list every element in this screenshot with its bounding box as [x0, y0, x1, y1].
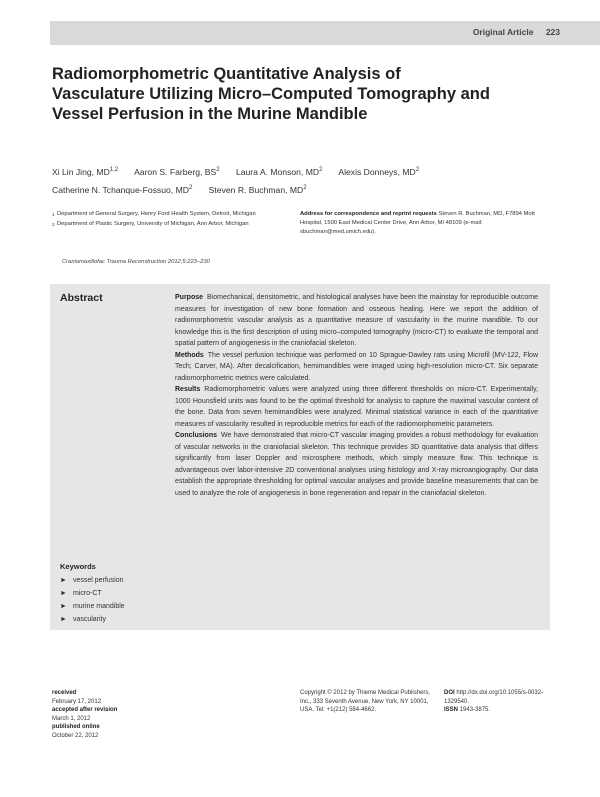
copyright: Copyright © 2012 by Thieme Medical Publishers, Inc., 333 Seventh Avenue, New York, NY 10001, USA. Tel: +1(212) 584-4662. [300, 690, 431, 713]
arrow-bullet-icon: ► [60, 603, 67, 610]
correspondence-text: Steven R. Buchman, MD, F7894 Mott Hospital, 1500 East Medical Center Drive, Ann Arbor, MI 48109 (e-mail: sbuchman@med.umich.edu). [300, 211, 535, 235]
journal-header [473, 27, 560, 37]
keywords-label: Keywords [60, 562, 96, 571]
author: Steven R. Buchman, $MD^2$ [208, 184, 307, 195]
author: Xi Lin Jing, MD$^{1,2}$ [52, 166, 119, 177]
abstract-conclusions: Conclusions We have demonstrated that micro-CT vascular imaging provides a robust methodology for evaluation of vascular networks in the craniofacial skeleton. This technique provides 3D quantitative data analysis that differs significantly from laser Doppler and microsphere methods, which simply measure flow. This technique is advantageous over labor-intensive 2D conventional analyses using histology and X-ray microangiography. Our data establish the appropriate thresholding for optimal vascular analyses and provide baseline measurements that can be used to analyze the role of angiogenesis in bone regeneration and repair in the craniofacial skeleton. [175, 432, 538, 497]
affiliation: 2 Department of Plastic Surgery, University of Michigan, Ann Arbor, Michigan [52, 221, 249, 227]
arrow-bullet-icon: ► [60, 577, 67, 584]
article-title: Radiomorphometric Quantitative Analysis of Vasculature Utilizing Micro–Computed Tomography and Vessel Perfusion in the Murine Mandible [52, 65, 490, 123]
correspondence-label: Address for correspondence and reprint requests [300, 211, 437, 217]
keyword-item: ► vascularity [60, 616, 107, 623]
abstract-results: Results Radiomorphometric values were analyzed using three different thresholds on micro-CT. Experimentally, 1000 Hounsfield units was found to be the optimal threshold for analysis to capture the maximal vascular content of the bone. Data from seven hemimandibles were analyzed. Minimal statistical variance in each of the quantitative measures of vascularity resulted in reproducible metrics for each of the radiomorphometric parameters. [175, 386, 538, 428]
affiliations [52, 210, 297, 230]
keyword-item: ► micro-CT [60, 590, 102, 597]
author: Aaron S. Farberg, $BS^2$ [134, 166, 220, 177]
page-number: 223 [545, 27, 560, 37]
affiliation: 1 Department of General Surgery, Henry Ford Health System, Detroit, Michigan [52, 211, 256, 217]
author-list [52, 162, 492, 198]
abstract-methods: Methods The vessel perfusion technique was performed on 10 Sprague-Dawley rats using Microfil (MV-122, Flow Tech; Carver, MA). After decalcification, hemimandibles were imaged using high-resolution micro-CT. Six separate radiomorphometric metrics were calculated. [175, 351, 538, 382]
doi-block: DOI http://dx.doi.org/10.1055/s-0032-1329540. ISSN 1943-3875. [444, 690, 544, 713]
keyword-item: ► vessel perfusion [60, 577, 124, 584]
article-dates: received February 17, 2012 accepted after revision March 1, 2012 published online October 22, 2012 [52, 690, 118, 739]
abstract-label: Abstract [60, 292, 103, 304]
author: Catherine N. Tchanque-Fossuo, $MD^2$ [52, 184, 193, 195]
citation: Craniomaxillofac Trauma Reconstruction 2012;5:223–230 [62, 259, 210, 265]
abstract-purpose: Purpose Biomechanical, densitometric, and histological analyses have been the mainstay for reproducible outcome measures for investigation of new bone formation and osseous healing. Here we report the addition of radiomorphometric vascular analysis as a quantitative measure of vascularity in the murine mandible. To our knowledge this is the first description of using micro–computed tomography (micro-CT) to evaluate the temporal and spatial pattern of angiogenesis in the craniofacial skeleton. [175, 294, 538, 347]
author: Laura A. Monson, $MD^2$ [235, 166, 323, 177]
arrow-bullet-icon: ► [60, 616, 67, 623]
abstract-body [175, 292, 538, 499]
correspondence [300, 210, 545, 237]
arrow-bullet-icon: ► [60, 590, 67, 597]
keywords [60, 562, 125, 626]
doi-link[interactable]: http://dx.doi.org/10.1055/s-0032-1329540. [444, 690, 544, 705]
author: Alexis Donneys, $MD^2$ [338, 166, 420, 177]
keyword-item: ► murine mandible [60, 603, 125, 610]
section-label: Original Article [472, 27, 534, 37]
